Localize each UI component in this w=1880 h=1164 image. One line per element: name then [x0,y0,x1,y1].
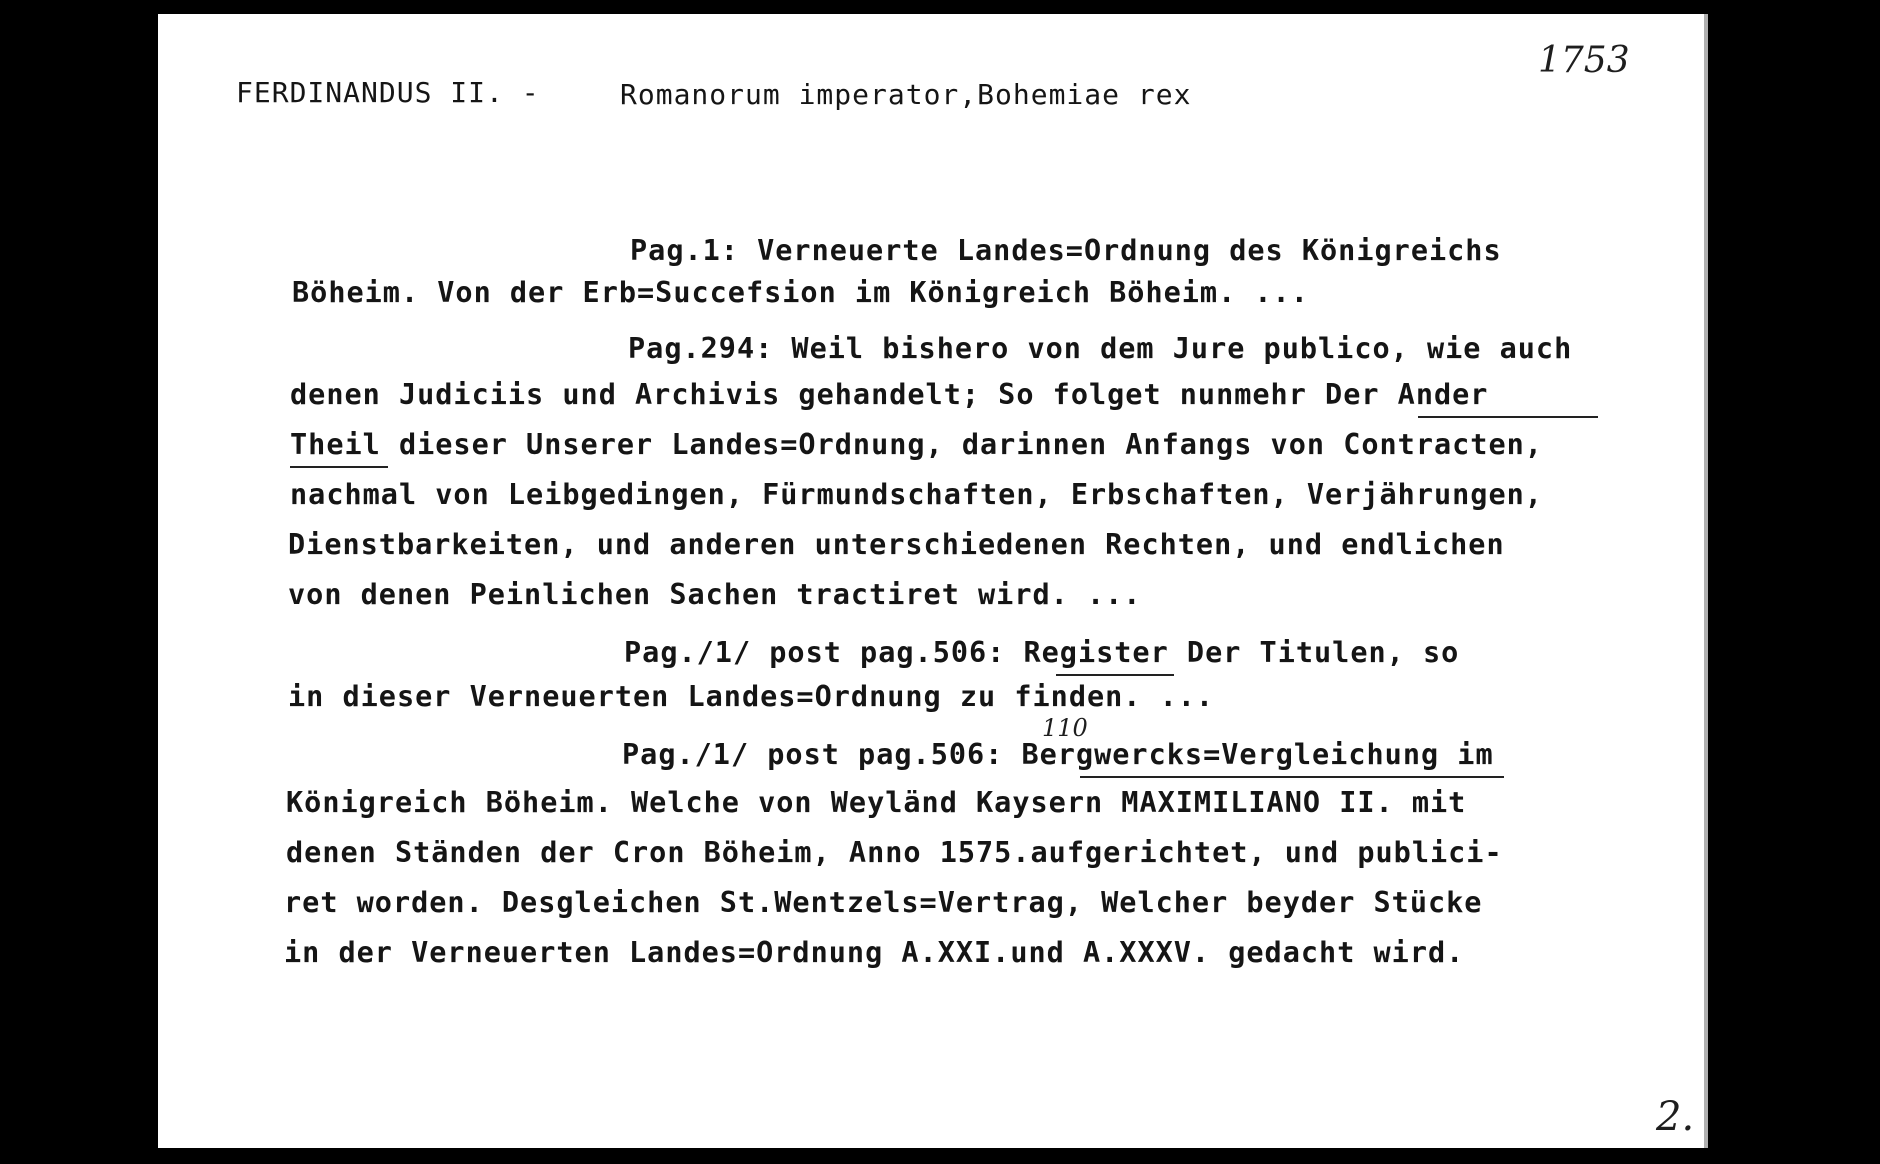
underline-register [1056,674,1174,676]
entry-4-line-1: Pag./1/ post pag.506: Bergwercks=Vergleichung im [622,738,1494,771]
entry-2-line-4: nachmal von Leibgedingen, Fürmundschaften, Erbschaften, Verjährungen, [290,478,1543,511]
entry-3-line-2: in dieser Verneuerten Landes=Ordnung zu finden. ... [288,680,1215,713]
header-title: Romanorum imperator,Bohemiae rex [620,78,1192,111]
underline-der-ander [1418,416,1598,418]
catalog-card [158,14,1708,1148]
entry-2-line-2: denen Judiciis und Archivis gehandelt; So folget nunmehr Der Ander [290,378,1489,411]
entry-2-line-1: Pag.294: Weil bishero von dem Jure publico, wie auch [628,332,1573,365]
handwritten-ref-number: 1753 [1538,40,1630,81]
entry-2-line-5: Dienstbarkeiten, und anderen unterschiedenen Rechten, und endlichen [288,528,1505,561]
entry-4-line-4: ret worden. Desgleichen St.Wentzels=Vertrag, Welcher beyder Stücke [284,886,1483,919]
entry-4-line-2: Königreich Böheim. Welche von Weyländ Kaysern MAXIMILIANO II. mit [286,786,1467,819]
entry-1-line-2: Böheim. Von der Erb=Succefsion im Königreich Böheim. ... [292,276,1309,309]
entry-2-line-6: von denen Peinlichen Sachen tractiret wird. ... [288,578,1142,611]
entry-2-line-3: Theil dieser Unserer Landes=Ordnung, darinnen Anfangs von Contracten, [290,428,1543,461]
entry-4-line-3: denen Ständen der Cron Böheim, Anno 1575.aufgerichtet, und publici- [286,836,1503,869]
entry-3-line-1: Pag./1/ post pag.506: Register Der Titulen, so [624,636,1460,669]
handwritten-sheet-number: 2. [1656,1094,1695,1140]
scan-edge [1704,14,1708,1148]
entry-4-line-5: in der Verneuerten Landes=Ordnung A.XXI.und A.XXXV. gedacht wird. [284,936,1465,969]
underline-theil [290,466,388,468]
entry-1-line-1: Pag.1: Verneuerte Landes=Ordnung des Königreichs [630,234,1502,267]
handwritten-margin-note: 110 [1042,714,1088,742]
underline-bergwercks [1080,776,1504,778]
header-name: FERDINANDUS II. - [236,76,540,109]
